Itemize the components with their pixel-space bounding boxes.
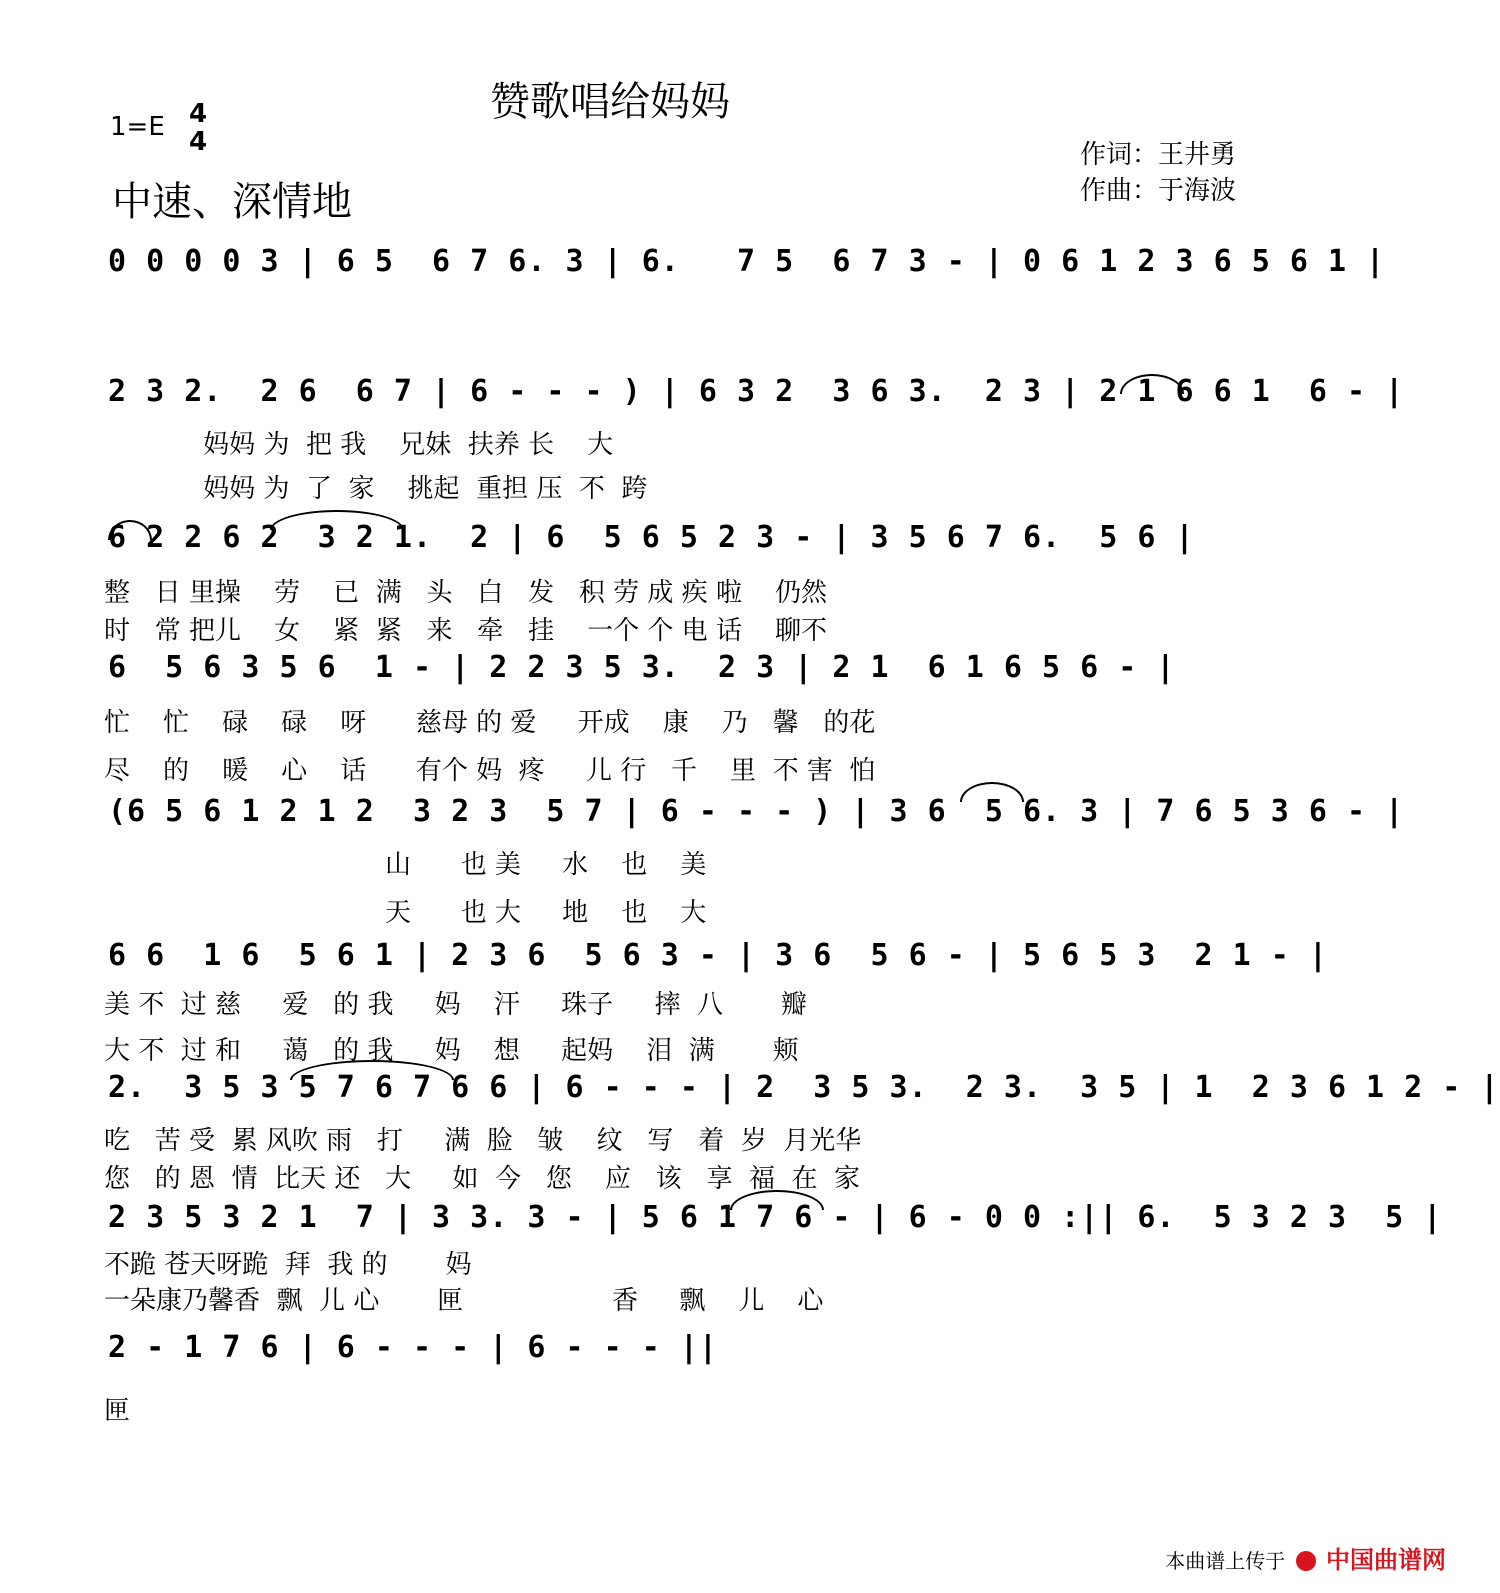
tie-mark bbox=[960, 782, 1024, 802]
lyric-line: 整 日 里操 劳 已 满 头 白 发 积 劳 成 疾 啦 仍然 bbox=[104, 578, 827, 608]
notation-row: (6 5 6 1 2 1 2 3 2 3 5 7 | 6 - - - ) | 3 6 5 6. 3 | 7 6 5 3 6 - | bbox=[108, 794, 1405, 829]
site-logo-icon bbox=[1296, 1551, 1316, 1571]
key-signature: 1=E bbox=[110, 112, 165, 142]
composer-credit: 作曲：于海波 bbox=[1080, 176, 1237, 206]
lyric-line: 妈妈 为 了 家 挑起 重担 压 不 跨 bbox=[104, 474, 648, 504]
footer-credit bbox=[1165, 1540, 1446, 1575]
lyricist-credit: 作词：王井勇 bbox=[1080, 140, 1237, 170]
tie-mark bbox=[270, 510, 404, 530]
notation-row: 6 5 6 3 5 6 1 - | 2 2 3 5 3. 2 3 | 2 1 6 1 6 5 6 - | bbox=[108, 650, 1176, 685]
time-signature-top: 4 bbox=[188, 99, 208, 129]
lyric-line: 匣 bbox=[104, 1396, 131, 1426]
notation-row: 2. 3 5 3 5 7 6 7 6 6 | 6 - - - | 2 3 5 3. 2 3. 3 5 | 1 2 3 6 1 2 - | bbox=[108, 1070, 1500, 1105]
notation-row: 6 2 2 6 2 3 2 1. 2 | 6 5 6 5 2 3 - | 3 5 6 7 6. 5 6 | bbox=[108, 520, 1195, 555]
notation-row: 2 - 1 7 6 | 6 - - - | 6 - - - || bbox=[108, 1330, 718, 1365]
lyric-line: 美 不 过 慈 爱 的 我 妈 汗 珠子 摔 八 瓣 bbox=[104, 990, 807, 1020]
lyric-line: 大 不 过 和 蔼 的 我 妈 想 起妈 泪 满 颊 bbox=[104, 1036, 799, 1066]
lyric-line: 一朵康乃馨香 飘 儿 心 匣 香 飘 儿 心 bbox=[104, 1286, 824, 1316]
footer-brand: 中国曲谱网 bbox=[1326, 1546, 1446, 1574]
lyric-line: 不跪 苍天呀跪 拜 我 的 妈 bbox=[104, 1250, 472, 1280]
lyric-line: 妈妈 为 把 我 兄妹 扶养 长 大 bbox=[104, 430, 614, 460]
time-signature bbox=[186, 100, 210, 156]
footer-text: 本曲谱上传于 bbox=[1165, 1549, 1286, 1573]
lyric-line: 尽 的 暖 心 话 有个 妈 疼 儿 行 千 里 不 害 怕 bbox=[104, 756, 876, 786]
lyric-line: 吃 苦 受 累 风吹 雨 打 满 脸 皱 纹 写 着 岁 月光华 bbox=[104, 1126, 862, 1156]
lyric-line: 忙 忙 碌 碌 呀 慈母 的 爱 开成 康 乃 馨 的花 bbox=[104, 708, 876, 738]
time-signature-bottom: 4 bbox=[188, 127, 208, 157]
tempo-marking: 中速、深情地 bbox=[112, 179, 352, 225]
notation-row: 2 3 2. 2 6 6 7 | 6 - - - ) | 6 3 2 3 6 3. 2 3 | 2 1 6 6 1 6 - | bbox=[108, 374, 1405, 409]
notation-row: 0 0 0 0 3 | 6 5 6 7 6. 3 | 6. 7 5 6 7 3 - | 0 6 1 2 3 6 5 6 1 | bbox=[108, 244, 1386, 279]
notation-row: 2 3 5 3 2 1 7 | 3 3. 3 - | 5 6 1 7 6 - | 6 - 0 0 :|| 6. 5 3 2 3 5 | bbox=[108, 1200, 1443, 1235]
notation-row: 6 6 1 6 5 6 1 | 2 3 6 5 6 3 - | 3 6 5 6 - | 5 6 5 3 2 1 - | bbox=[108, 938, 1328, 973]
song-title: 赞歌唱给妈妈 bbox=[490, 79, 730, 125]
lyric-line: 时 常 把儿 女 紧 紧 来 牵 挂 一个 个 电 话 聊不 bbox=[104, 616, 827, 646]
lyric-line: 天 也 大 地 也 大 bbox=[104, 898, 707, 928]
lyric-line: 您 的 恩 情 比天 还 大 如 今 您 应 该 享 福 在 家 bbox=[104, 1164, 861, 1194]
lyric-line: 山 也 美 水 也 美 bbox=[104, 850, 707, 880]
